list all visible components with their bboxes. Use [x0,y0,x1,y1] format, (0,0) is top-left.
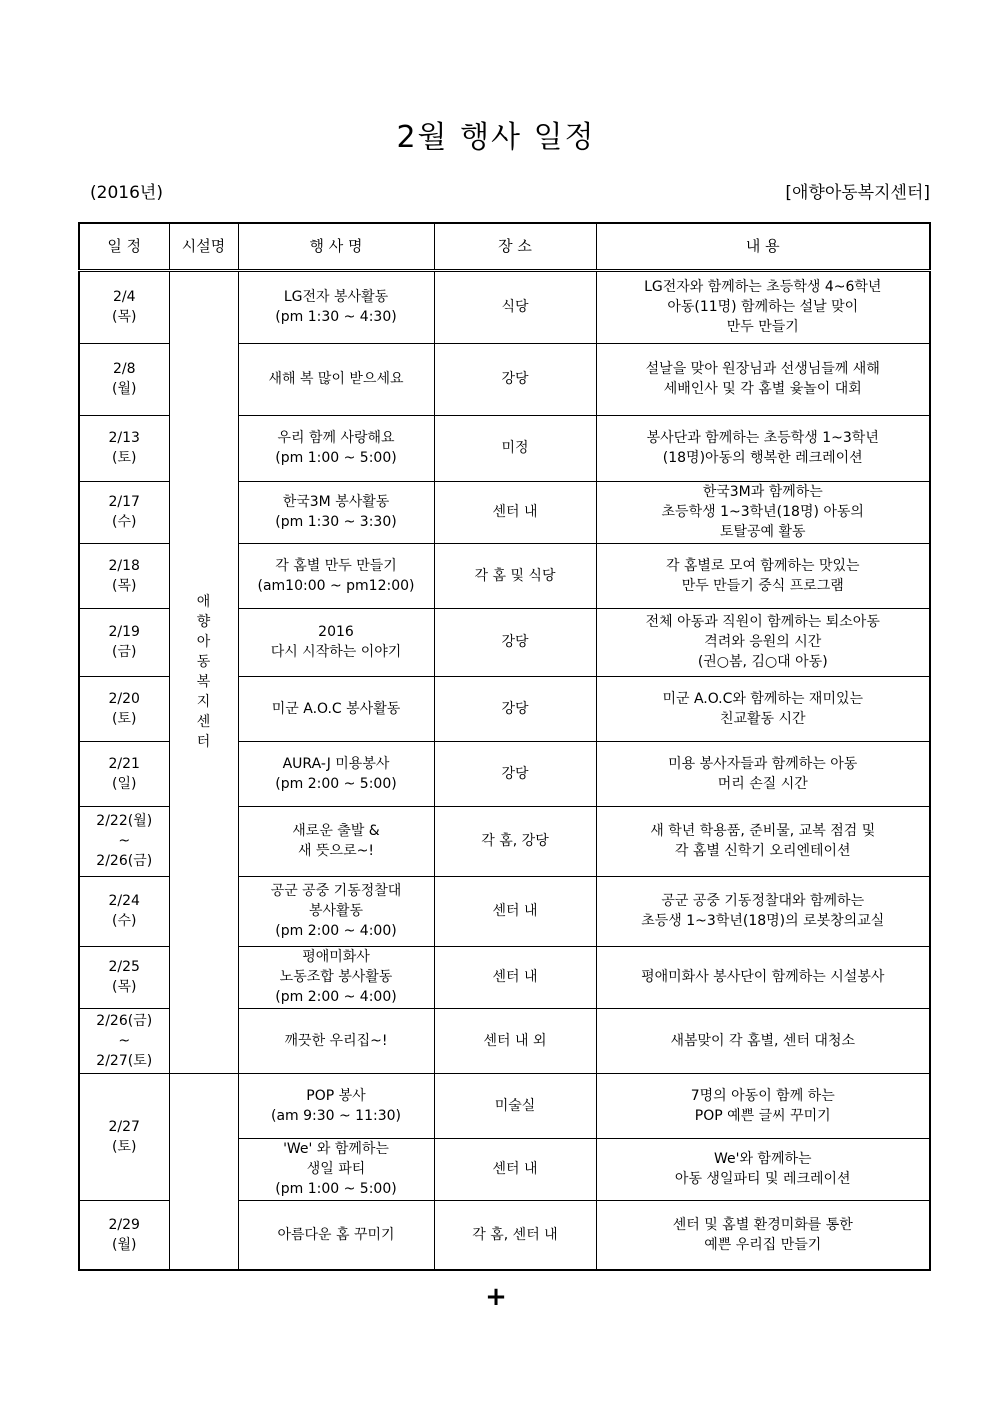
row-date: 2/27 (토) [79,1073,169,1200]
row-place: 강당 [434,676,596,741]
row-event: 평애미화사 노동조합 봉사활동 (pm 2:00 ~ 4:00) [238,946,434,1008]
row-event: 각 홈별 만두 만들기 (am10:00 ~ pm12:00) [238,543,434,608]
header-facility: 시설명 [169,223,238,270]
row-date: 2/24 (수) [79,876,169,946]
row-place: 각 홈 및 식당 [434,543,596,608]
row-date: 2/22(월) ~ 2/26(금) [79,806,169,876]
row-content: 공군 공중 기동정찰대와 함께하는 초등생 1~3학년(18명)의 로봇창의교실 [596,876,930,946]
row-date: 2/18 (목) [79,543,169,608]
row-event: 2016 다시 시작하는 이야기 [238,608,434,676]
row-content: 새 학년 학용품, 준비물, 교복 점검 및 각 홈별 신학기 오리엔테이션 [596,806,930,876]
facility-empty-cell [169,1073,238,1270]
row-event: 'We' 와 함께하는 생일 파티 (pm 1:00 ~ 5:00) [238,1138,434,1200]
row-content: 전체 아동과 직원이 함께하는 퇴소아동 격려와 응원의 시간 (권○봄, 김○대 아동) [596,608,930,676]
row-date: 2/20 (토) [79,676,169,741]
row-content: We'와 함께하는 아동 생일파티 및 레크레이션 [596,1138,930,1200]
row-date: 2/8 (월) [79,343,169,415]
facility-name-cell: 애 향 아 동 복 지 센 터 [169,270,238,1073]
row-event: 우리 함께 사랑해요 (pm 1:00 ~ 5:00) [238,415,434,481]
row-event: 공군 공중 기동정찰대 봉사활동 (pm 2:00 ~ 4:00) [238,876,434,946]
row-date: 2/25 (목) [79,946,169,1008]
row-content: LG전자와 함께하는 초등학생 4~6학년 아동(11명) 함께하는 설날 맞이 만두 만들기 [596,270,930,343]
row-event: 새로운 출발 & 새 뜻으로~! [238,806,434,876]
row-place: 식당 [434,270,596,343]
row-event: 미군 A.O.C 봉사활동 [238,676,434,741]
row-content: 미용 봉사자들과 함께하는 아동 머리 손질 시간 [596,741,930,806]
organization-label: [애향아동복지센터] [785,183,930,203]
row-content: 새봄맞이 각 홈별, 센터 대청소 [596,1008,930,1073]
row-place: 미술실 [434,1073,596,1138]
header-date: 일 정 [79,223,169,270]
row-event: LG전자 봉사활동 (pm 1:30 ~ 4:30) [238,270,434,343]
row-event: 아름다운 홈 꾸미기 [238,1200,434,1270]
row-date: 2/19 (금) [79,608,169,676]
row-event: POP 봉사 (am 9:30 ~ 11:30) [238,1073,434,1138]
header-content: 내 용 [596,223,930,270]
row-place: 센터 내 [434,481,596,543]
row-date: 2/17 (수) [79,481,169,543]
row-date: 2/29 (월) [79,1200,169,1270]
row-event: 한국3M 봉사활동 (pm 1:30 ~ 3:30) [238,481,434,543]
row-place: 센터 내 외 [434,1008,596,1073]
row-content: 센터 및 홈별 환경미화를 통한 예쁜 우리집 만들기 [596,1200,930,1270]
row-place: 센터 내 [434,946,596,1008]
event-schedule-table [78,222,931,1271]
row-place: 미정 [434,415,596,481]
row-content: 설날을 맞아 원장님과 선생님들께 새해 세배인사 및 각 홈별 윷놀이 대회 [596,343,930,415]
row-place: 강당 [434,343,596,415]
row-content: 봉사단과 함께하는 초등학생 1~3학년 (18명)아동의 행복한 레크레이션 [596,415,930,481]
table-row [79,1073,930,1138]
row-date: 2/4 (목) [79,270,169,343]
row-content: 한국3M과 함께하는 초등학생 1~3학년(18명) 아동의 토탈공예 활동 [596,481,930,543]
row-place: 강당 [434,741,596,806]
row-date: 2/26(금) ~ 2/27(토) [79,1008,169,1073]
row-place: 각 홈, 강당 [434,806,596,876]
row-date: 2/13 (토) [79,415,169,481]
page-title: 2월 행사 일정 [396,120,596,155]
table-row [79,270,930,343]
page-center-mark: + [485,1282,507,1312]
row-content: 평애미화사 봉사단이 함께하는 시설봉사 [596,946,930,1008]
row-event: 깨끗한 우리집~! [238,1008,434,1073]
header-place: 장 소 [434,223,596,270]
table-header-row [79,223,930,270]
row-date: 2/21 (일) [79,741,169,806]
row-content: 각 홈별로 모여 함께하는 맛있는 만두 만들기 중식 프로그램 [596,543,930,608]
row-content: 미군 A.O.C와 함께하는 재미있는 친교활동 시간 [596,676,930,741]
row-content: 7명의 아동이 함께 하는 POP 예쁜 글씨 꾸미기 [596,1073,930,1138]
row-place: 강당 [434,608,596,676]
row-place: 각 홈, 센터 내 [434,1200,596,1270]
row-event: AURA-J 미용봉사 (pm 2:00 ~ 5:00) [238,741,434,806]
row-place: 센터 내 [434,876,596,946]
year-label: (2016년) [90,183,163,203]
row-place: 센터 내 [434,1138,596,1200]
header-event: 행 사 명 [238,223,434,270]
row-event: 새해 복 많이 받으세요 [238,343,434,415]
